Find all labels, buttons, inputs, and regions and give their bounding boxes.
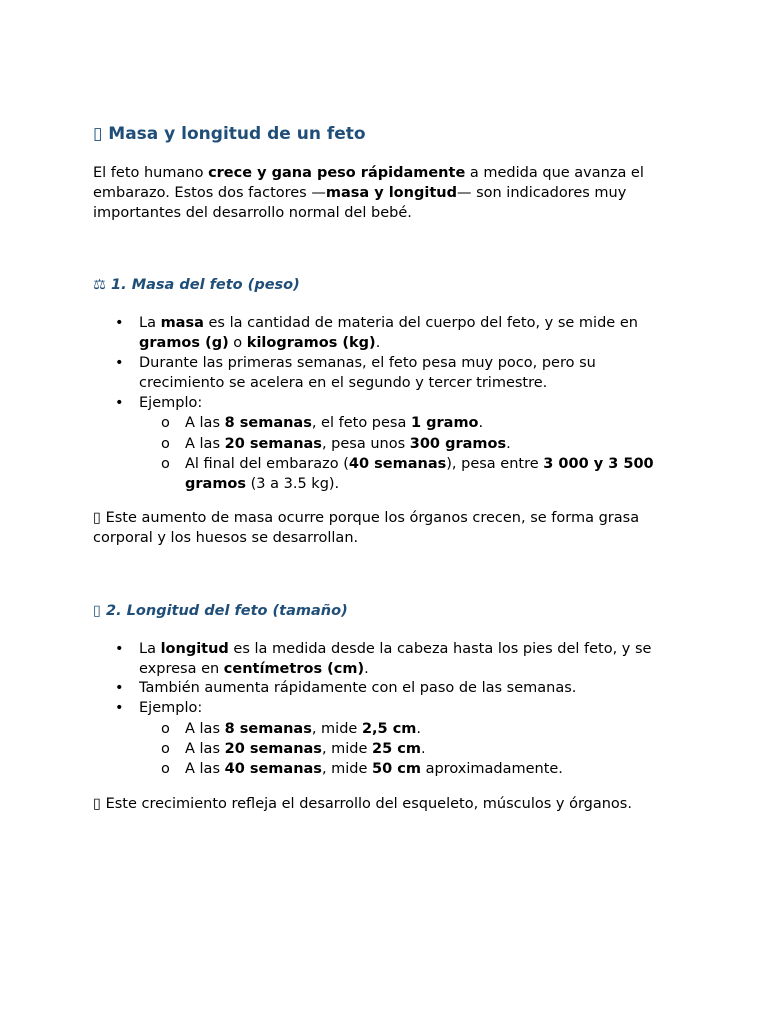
intro-text: El feto humano <box>93 165 209 181</box>
circle-bullet-icon: o <box>161 741 170 758</box>
list-item <box>93 314 683 354</box>
length-example-list <box>139 719 683 780</box>
list-text: , mide <box>311 720 362 737</box>
section-heading-mass <box>93 275 683 295</box>
section-heading-length <box>93 601 683 621</box>
list-bold-text: 40 semanas <box>348 455 447 472</box>
list-text: La <box>139 315 161 332</box>
list-bold-text: 300 gramos <box>409 435 507 452</box>
list-text: es la medida desde la cabeza hasta los pies del feto, y se expresa en <box>139 640 652 677</box>
list-text: La <box>139 640 161 657</box>
intro-bold-text: masa y longitud <box>325 184 457 201</box>
document-title <box>93 122 683 146</box>
list-text: A las <box>185 761 225 778</box>
bullet-icon: • <box>115 394 124 411</box>
circle-bullet-icon: o <box>161 435 170 452</box>
list-bold-text: gramos (g) <box>139 335 229 352</box>
bullet-icon: • <box>115 680 124 697</box>
circle-bullet-icon: o <box>161 720 170 737</box>
list-text: ), pesa entre <box>446 455 544 472</box>
list-item <box>139 739 683 759</box>
list-bold-text: longitud <box>160 640 229 657</box>
list-bold-text: centímetros (cm) <box>223 660 365 677</box>
list-item <box>139 719 683 739</box>
list-text: A las <box>185 415 225 432</box>
list-text: . <box>506 435 511 452</box>
list-bold-text: 8 semanas <box>224 720 312 737</box>
list-bold-text: 1 gramo <box>411 415 479 432</box>
list-text: Al final del embarazo ( <box>185 455 349 472</box>
section-heading-mass-text: 1. Masa del feto (peso) <box>106 277 300 294</box>
list-item <box>93 354 683 394</box>
mass-example-list <box>139 413 683 494</box>
length-note-text: Este crecimiento refleja el desarrollo del esqueleto, músculos y órganos. <box>100 795 632 812</box>
intro-bold-text: crece y gana peso rápidamente <box>208 165 466 181</box>
document-page <box>93 122 683 814</box>
circle-bullet-icon: o <box>161 415 170 432</box>
length-note <box>93 795 683 815</box>
list-bold-text: 50 cm <box>372 761 421 778</box>
list-bold-text: 20 semanas <box>224 435 322 452</box>
list-item <box>93 699 683 779</box>
list-text: , el feto pesa <box>311 415 411 432</box>
list-text: También aumenta rápidamente con el paso de las semanas. <box>139 680 577 697</box>
list-text: . <box>416 720 422 737</box>
mass-bullet-list <box>93 314 683 494</box>
list-text: aproximadamente. <box>420 761 563 778</box>
length-bullet-list <box>93 640 683 780</box>
circle-bullet-icon: o <box>161 455 170 472</box>
list-text: . <box>375 335 381 352</box>
list-bold-text: 25 cm <box>372 741 421 758</box>
list-bold-text: masa <box>160 315 204 332</box>
mass-note-text: Este aumento de masa ocurre porque los órganos crecen, se forma grasa corporal y los huesos se desarrollan. <box>93 510 640 546</box>
list-item <box>93 394 683 495</box>
list-text: (3 a 3.5 kg). <box>246 475 340 492</box>
document-title-text: Masa y longitud de un feto <box>108 124 366 144</box>
list-text: Ejemplo: <box>139 394 203 411</box>
list-item <box>93 640 683 680</box>
intro-text: — son indicadores muy importantes del desarrollo normal del bebé. <box>93 184 627 221</box>
mass-note <box>93 509 683 549</box>
intro-paragraph <box>93 164 683 223</box>
missing-glyph-icon: ▯ <box>93 795 101 812</box>
list-text: A las <box>185 720 225 737</box>
list-text: . <box>420 741 426 758</box>
list-bold-text: 2,5 cm <box>361 720 417 737</box>
list-text: , mide <box>321 741 373 758</box>
bullet-icon: • <box>115 354 124 371</box>
list-bold-text: 3 000 y 3 500 gramos <box>185 455 654 492</box>
section-heading-length-text: 2. Longitud del feto (tamaño) <box>100 602 348 619</box>
list-text: . <box>478 415 484 432</box>
missing-glyph-icon: ▯ <box>93 602 101 619</box>
intro-text: a medida que avanza el embarazo. Estos dos factores — <box>93 165 644 201</box>
list-item <box>139 454 683 494</box>
list-text: A las <box>185 741 225 758</box>
list-text: , mide <box>321 761 373 778</box>
list-item <box>139 413 683 433</box>
list-text: A las <box>185 435 225 452</box>
scale-icon: ⚖ <box>93 277 106 294</box>
bullet-icon: • <box>115 640 124 657</box>
list-text: es la cantidad de materia del cuerpo del feto, y se mide en <box>203 315 638 332</box>
missing-glyph-icon: ▯ <box>93 510 101 527</box>
list-bold-text: 40 semanas <box>224 761 322 778</box>
list-text: Durante las primeras semanas, el feto pesa muy poco, pero su crecimiento se acelera en el segundo y tercer trimestre. <box>139 354 596 391</box>
list-item <box>93 679 683 699</box>
bullet-icon: • <box>115 315 124 332</box>
list-bold-text: 20 semanas <box>224 741 322 758</box>
circle-bullet-icon: o <box>161 761 170 778</box>
list-text: , pesa unos <box>321 435 410 452</box>
list-item <box>139 759 683 779</box>
list-text: o <box>228 335 247 352</box>
list-bold-text: kilogramos (kg) <box>246 335 376 352</box>
list-text: . <box>364 660 369 677</box>
bullet-icon: • <box>115 700 124 717</box>
list-item <box>139 434 683 454</box>
missing-glyph-icon: ▯ <box>93 124 103 144</box>
list-bold-text: 8 semanas <box>224 415 312 432</box>
list-text: Ejemplo: <box>139 700 203 717</box>
